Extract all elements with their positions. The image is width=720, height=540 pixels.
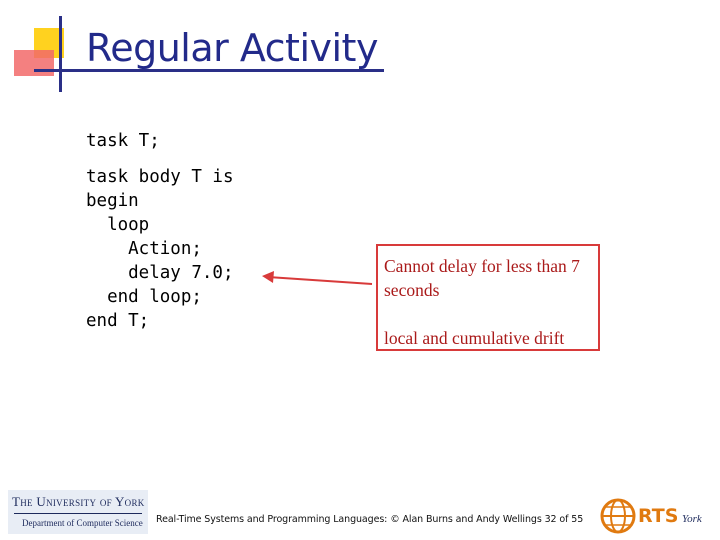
- globe-icon: [602, 500, 634, 532]
- code-task-body: task body T is begin loop Action; delay 7.0; end loop; end T;: [86, 167, 234, 331]
- rts-logo-subtext: York: [682, 513, 702, 525]
- slide-title: Regular Activity: [86, 26, 378, 70]
- callout-arrow: [262, 262, 372, 292]
- rts-logo-text: RTS: [638, 505, 679, 527]
- decorative-red-square: [14, 50, 54, 76]
- department-name: Department of Computer Science: [22, 518, 143, 528]
- footer-text: Real-Time Systems and Programming Languages: © Alan Burns and Andy Wellings 32 of 55: [156, 514, 584, 525]
- code-declaration: task T;: [86, 131, 160, 151]
- callout-line-1: Cannot delay for less than 7 seconds: [384, 256, 580, 300]
- callout-line-2: local and cumulative drift: [384, 328, 565, 348]
- university-logo-rule: [14, 513, 142, 514]
- rts-logo: [598, 494, 716, 538]
- university-name: The University of York: [12, 494, 145, 509]
- university-logo: [8, 490, 148, 534]
- callout-box: [376, 244, 600, 351]
- decorative-vertical-rule: [59, 16, 62, 92]
